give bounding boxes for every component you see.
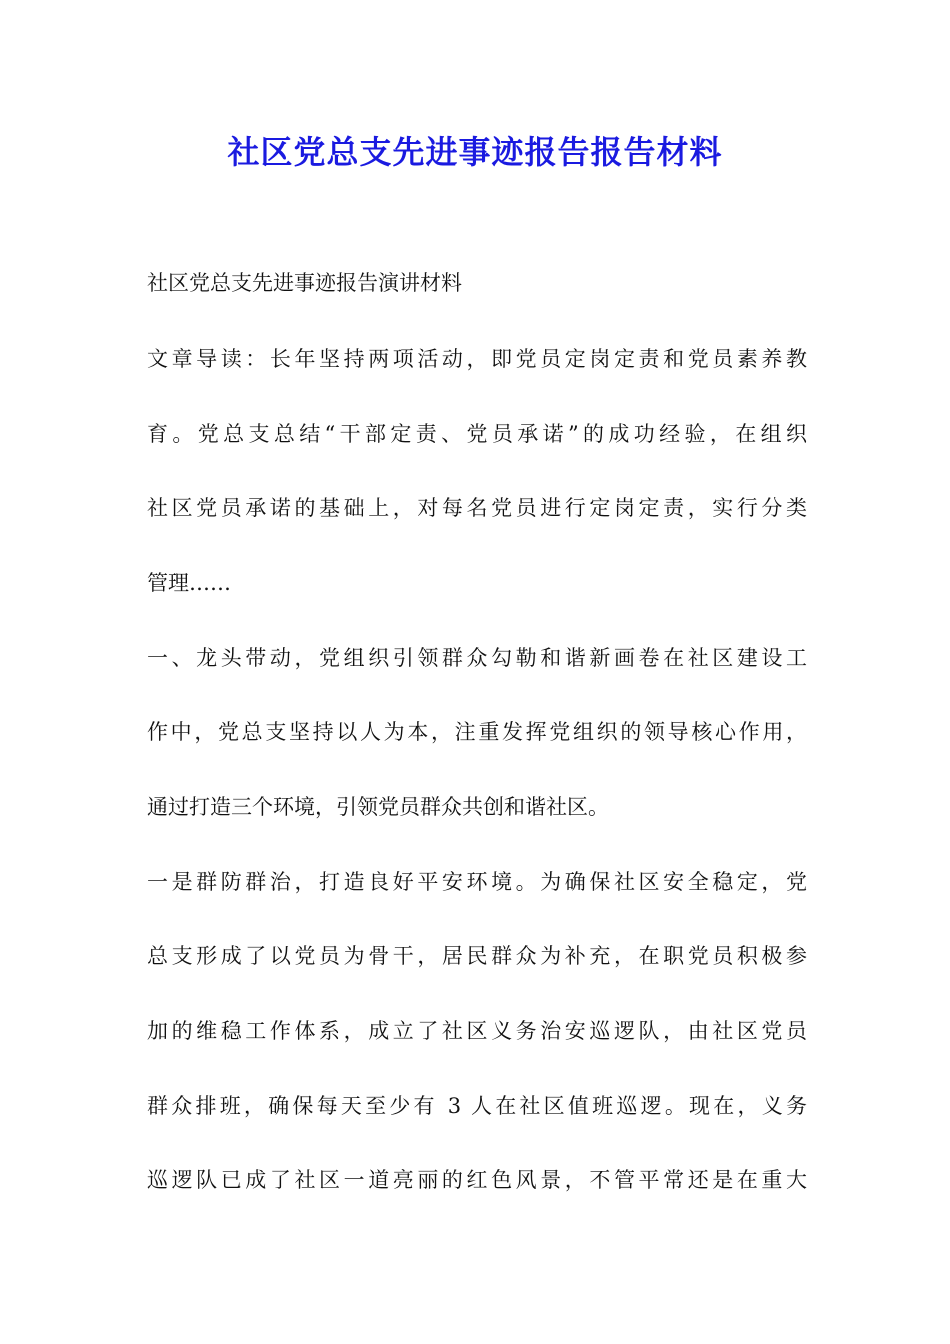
body-line: 管理…… [147,571,231,595]
body-line: 总支形成了以党员为骨干，居民群众为补充，在职党员积极参 [147,944,807,968]
body-line: 一、龙头带动，党组织引领群众勾勒和谐新画卷在社区建设工 [147,646,807,670]
body-line: 育。党总支总结“干部定责、党员承诺”的成功经验，在组织 [147,422,807,446]
body-line: 巡逻队已成了社区一道亮丽的红色风景，不管平常还是在重大 [147,1168,807,1192]
body-line: 群众排班，确保每天至少有 3 人在社区值班巡逻。现在，义务 [147,1094,807,1118]
subtitle-line: 社区党总支先进事迹报告演讲材料 [147,271,462,295]
body-line: 通过打造三个环境，引领党员群众共创和谐社区。 [147,795,609,819]
body-line: 文章导读：长年坚持两项活动，即党员定岗定责和党员素养教 [147,347,807,371]
document-title: 社区党总支先进事迹报告报告材料 [227,133,723,171]
body-line: 加的维稳工作体系，成立了社区义务治安巡逻队，由社区党员 [147,1019,807,1043]
body-line: 作中，党总支坚持以人为本，注重发挥党组织的领导核心作用， [147,720,807,744]
body-line: 一是群防群治，打造良好平安环境。为确保社区安全稳定，党 [147,870,807,894]
body-line: 社区党员承诺的基础上，对每名党员进行定岗定责，实行分类 [147,496,807,520]
